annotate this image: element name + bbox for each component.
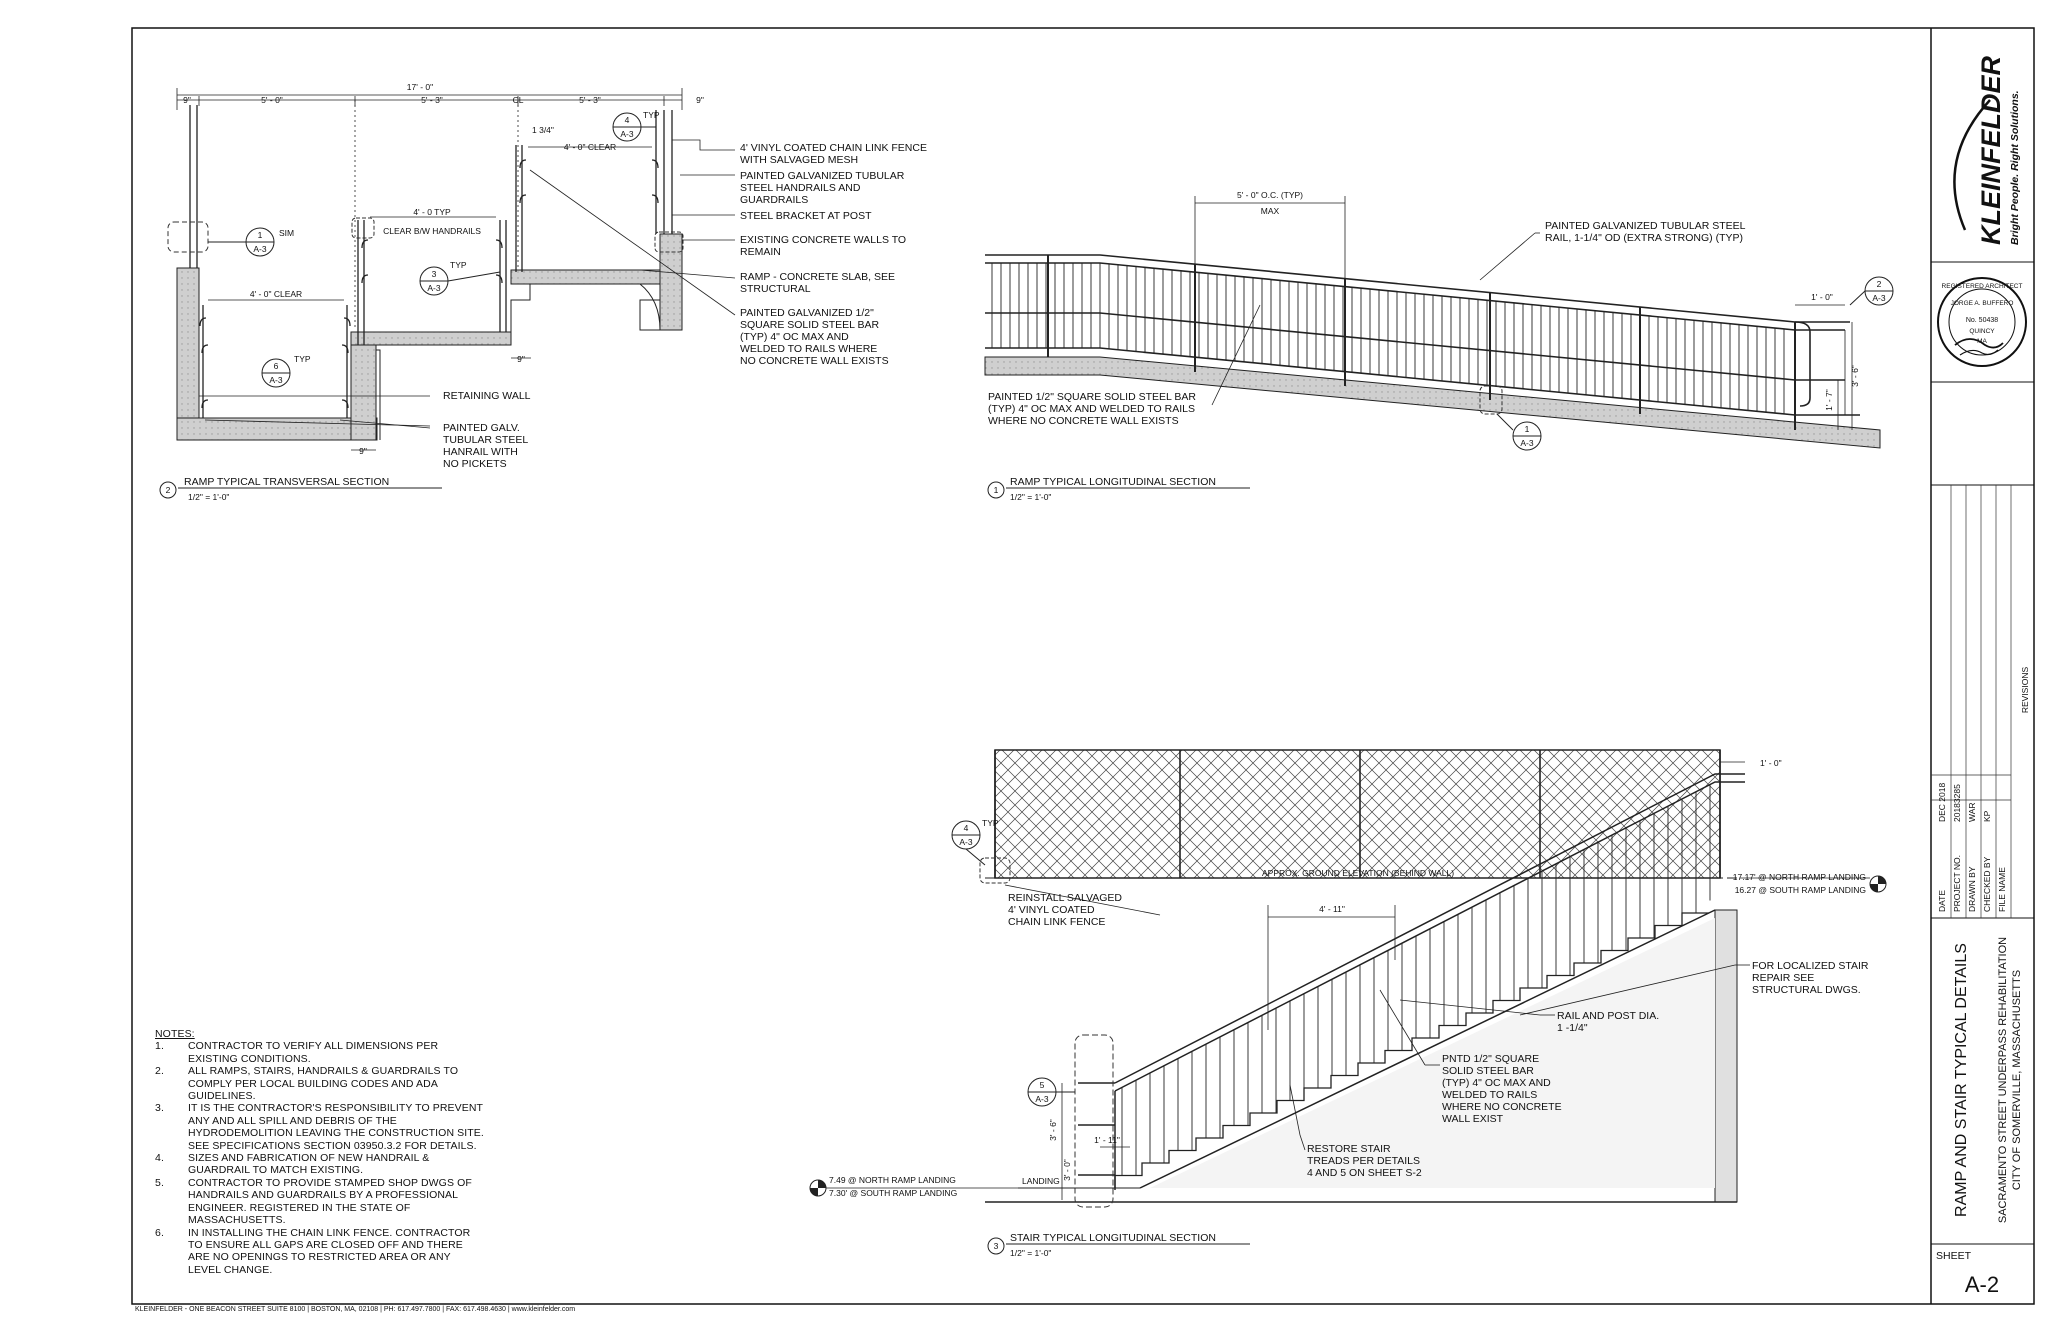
note-item (155, 1152, 485, 1177)
callout-hanrail-3: HANRAIL WITH (443, 446, 518, 458)
callout-hanrail-4: NO PICKETS (443, 458, 507, 470)
tag-1-a3-long[interactable] (1497, 414, 1541, 450)
callout-fence-1: 4' VINYL COATED CHAIN LINK FENCE (740, 142, 927, 154)
dim-1-11: 1' - 11" (1094, 1135, 1120, 1145)
svg-text:A-3: A-3 (1872, 293, 1886, 303)
svg-text:A-3: A-3 (620, 129, 634, 139)
detail-title-3 (988, 1232, 1250, 1258)
project-location: CITY OF SOMERVILLE, MASSACHUSETTS (2011, 969, 2023, 1191)
dim-stair-1-0: 1' - 0" (1760, 758, 1782, 768)
dim-clear-bw: CLEAR B/W HANDRAILS (383, 226, 481, 236)
project-name: SACRAMENTO STREET UNDERPASS REHABILITATION (1997, 936, 2009, 1224)
svg-text:16.27 @ SOUTH RAMP LANDING: 16.27 @ SOUTH RAMP LANDING (1734, 885, 1866, 895)
callout-pntd-6: WALL EXIST (1442, 1113, 1504, 1125)
dim-clear-4b: 4' - 0" CLEAR (249, 289, 303, 299)
note-number: 5. (155, 1176, 164, 1189)
tag-6-a3[interactable] (262, 354, 311, 387)
callout-long-rail-1: PAINTED GALVANIZED TUBULAR STEEL (1545, 220, 1746, 232)
svg-text:A-3: A-3 (1035, 1094, 1049, 1104)
svg-text:Bright People. Right Solutions: Bright People. Right Solutions. (2009, 90, 2021, 245)
footer-address: KLEINFELDER - ONE BEACON STREET SUITE 8100 | BOSTON, MA, 02108 | PH: 617.497.7800 | FAX: 617.498.4630 | www.kleinfelder.com (135, 1306, 576, 1313)
mid-slab (351, 332, 511, 345)
callout-bar-1: PAINTED GALVANIZED 1/2" (740, 307, 874, 319)
revisions-label: REVISIONS (2020, 666, 2030, 714)
svg-text:KLEINFELDER: KLEINFELDER (1976, 56, 2006, 245)
callout-pntd-3: (TYP) 4" OC MAX AND (1442, 1077, 1551, 1089)
elevation-top (1733, 872, 1886, 895)
tag-5-a3-stair[interactable] (1028, 1078, 1075, 1106)
svg-text:4: 4 (624, 115, 630, 125)
callout-pntd-1: PNTD 1/2" SQUARE (1442, 1053, 1540, 1065)
note-item (155, 1065, 485, 1102)
right-wall (660, 234, 682, 330)
dim-3-0: 3' - 0" (1062, 1159, 1072, 1181)
svg-text:1/2" = 1'-0": 1/2" = 1'-0" (1010, 492, 1052, 502)
callout-rail-3: GUARDRAILS (740, 194, 809, 206)
notes-heading: NOTES: (155, 1028, 195, 1040)
svg-text:QUINCY: QUINCY (1969, 328, 1995, 335)
callout-hanrail-2: TUBULAR STEEL (443, 434, 529, 446)
callout-long-bar-1: PAINTED 1/2" SQUARE SOLID STEEL BAR (988, 391, 1196, 403)
callout-pntd-5: WHERE NO CONCRETE (1442, 1101, 1562, 1113)
svg-text:TYP: TYP (294, 354, 311, 364)
dim-1-0: 1' - 0" (1811, 292, 1833, 302)
dim-5-3b: 5' - 3" (579, 95, 601, 105)
note-text: IT IS THE CONTRACTOR'S RESPONSIBILITY TO PREVENT ANY AND ALL SPILL AND DEBRIS OF THE HYDRODEMOLITION LEAVING THE CONSTRUCTION SITE. SEE SPECIFICATIONS SECTION 03950.3.2 FOR DETAILS. (188, 1102, 484, 1152)
landing-label: LANDING (1022, 1176, 1060, 1186)
tag-3-a3[interactable] (420, 260, 500, 295)
callout-slab-2: STRUCTURAL (740, 283, 811, 295)
ramp-underside (640, 284, 660, 330)
callout-restore-1: RESTORE STAIR (1307, 1143, 1391, 1155)
dim-9a: 9" (183, 95, 191, 105)
note-text: CONTRACTOR TO PROVIDE STAMPED SHOP DWGS OF HANDRAILS AND GUARDRAILS BY A PROFESSIONAL ENGINEER. REGISTERED IN THE STATE OF MASSACHUSETTS. (188, 1176, 472, 1227)
svg-text:7.49 @ NORTH RAMP LANDING: 7.49 @ NORTH RAMP LANDING (829, 1175, 956, 1185)
chain-link-fence (995, 750, 1720, 878)
dim-stair-3-6: 3' - 6" (1048, 1119, 1058, 1141)
detail-title-1 (988, 476, 1250, 502)
svg-text:3: 3 (993, 1241, 999, 1251)
callout-bar-4: WELDED TO RAILS WHERE (740, 343, 878, 355)
ramp-transversal-section (160, 82, 927, 502)
note-number: 2. (155, 1065, 164, 1078)
callout-reinstall-2: 4' VINYL COATED (1008, 904, 1095, 916)
dim-cl: CL (512, 95, 524, 105)
note-text: ALL RAMPS, STAIRS, HANDRAILS & GUARDRAILS TO COMPLY PER LOCAL BUILDING CODES AND ADA GUIDELINES. (188, 1065, 459, 1103)
project-label: PROJECT NO. (1952, 855, 1962, 912)
callout-restore-3: 4 AND 5 ON SHEET S-2 (1307, 1167, 1422, 1179)
stair-soffit (1150, 918, 1715, 1188)
callout-long-bar-2: (TYP) 4" OC MAX AND WELDED TO RAILS (988, 403, 1195, 415)
svg-text:JORGE A. BUFFERO: JORGE A. BUFFERO (1950, 300, 2014, 307)
svg-text:RAMP TYPICAL LONGITUDINAL SECT: RAMP TYPICAL LONGITUDINAL SECTION (1010, 476, 1216, 488)
dim-5-0: 5' - 0" (261, 95, 283, 105)
svg-text:TYP: TYP (450, 260, 467, 270)
drawn-label: DRAWN BY (1967, 866, 1977, 912)
date-label: DATE (1937, 889, 1947, 912)
mid-wall (351, 345, 376, 440)
note-number: 6. (155, 1226, 164, 1239)
svg-text:1: 1 (257, 230, 263, 240)
callout-bar-3: (TYP) 4" OC MAX AND (740, 331, 849, 343)
callout-raildia-1: RAIL AND POST DIA. (1557, 1010, 1660, 1022)
date-value: DEC 2018 (1937, 782, 1947, 822)
checked-value: KP (1982, 810, 1992, 822)
svg-text:RAMP TYPICAL TRANSVERSAL SECTI: RAMP TYPICAL TRANSVERSAL SECTION (184, 476, 390, 488)
dim-4-11: 4' - 11" (1319, 904, 1345, 914)
svg-text:1: 1 (993, 485, 999, 495)
left-wall (177, 268, 199, 438)
svg-text:MA: MA (1977, 338, 1987, 345)
stair-wall (1715, 910, 1737, 1202)
project-value: 20183285 (1952, 784, 1962, 822)
callout-long-bar-3: WHERE NO CONCRETE WALL EXISTS (988, 415, 1179, 427)
callout-retaining: RETAINING WALL (443, 390, 531, 402)
svg-text:3: 3 (431, 269, 437, 279)
note-item (155, 1040, 485, 1065)
callout-walls-1: EXISTING CONCRETE WALLS TO (740, 234, 907, 246)
checked-label: CHECKED BY (1982, 856, 1992, 912)
callout-raildia-2: 1 -1/4" (1557, 1022, 1588, 1034)
callout-bracket: STEEL BRACKET AT POST (740, 210, 872, 222)
callout-restore-2: TREADS PER DETAILS (1307, 1155, 1420, 1167)
callout-hanrail-1: PAINTED GALV. (443, 422, 520, 434)
sheet-number: A-2 (1964, 1272, 2000, 1297)
dim-overall: 17' - 0" (406, 82, 434, 92)
upper-slab-fill (511, 270, 671, 284)
tag-1-a3[interactable] (208, 228, 294, 256)
svg-text:A-3: A-3 (1520, 438, 1534, 448)
svg-text:SIM: SIM (279, 228, 295, 238)
tag-2-a3-long[interactable] (1850, 277, 1893, 305)
note-item (155, 1227, 485, 1277)
callout-long-rail-2: RAIL, 1-1/4" OD (EXTRA STRONG) (TYP) (1545, 232, 1744, 244)
note-number: 4. (155, 1152, 164, 1165)
architect-stamp (1938, 278, 2026, 366)
notes-list (155, 1040, 485, 1276)
svg-text:2: 2 (165, 485, 171, 495)
tag-4-a3[interactable] (613, 110, 660, 141)
stair-longitudinal-section (810, 750, 1886, 1258)
ground-label: APPROX. GROUND ELEVATION (BEHIND WALL) (1262, 868, 1455, 878)
note-number: 3. (155, 1102, 164, 1115)
elevation-bottom (810, 1175, 1018, 1198)
callout-reinstall-1: REINSTALL SALVAGED (1008, 892, 1122, 904)
callout-slab-1: RAMP - CONCRETE SLAB, SEE (740, 271, 896, 283)
callout-rail-2: STEEL HANDRAILS AND (740, 182, 861, 194)
callout-bar-2: SQUARE SOLID STEEL BAR (740, 319, 880, 331)
callout-reinstall-3: CHAIN LINK FENCE (1008, 916, 1106, 928)
svg-text:2: 2 (1876, 279, 1882, 289)
callout-walls-2: REMAIN (740, 246, 781, 258)
note-item (155, 1177, 485, 1227)
general-notes (155, 1028, 485, 1276)
svg-text:5: 5 (1039, 1080, 1045, 1090)
dim-1-7: 1' - 7" (1824, 389, 1834, 411)
note-item (155, 1102, 485, 1152)
dim-3-6: 3' - 6" (1850, 365, 1860, 387)
dim-max: MAX (1260, 206, 1280, 216)
title-block (1931, 55, 2034, 1297)
ramp-longitudinal-section (985, 190, 1893, 502)
callout-pntd-2: SOLID STEEL BAR (1442, 1065, 1534, 1077)
svg-text:4: 4 (963, 823, 969, 833)
svg-text:1: 1 (1524, 424, 1530, 434)
callout-localized-2: REPAIR SEE (1752, 972, 1815, 984)
svg-text:STAIR TYPICAL LONGITUDINAL SEC: STAIR TYPICAL LONGITUDINAL SECTION (1010, 1232, 1216, 1244)
note-text: IN INSTALLING THE CHAIN LINK FENCE. CONTRACTOR TO ENSURE ALL GAPS ARE CLOSED OFF AND THERE ARE NO OPENINGS TO RESTRICTED AREA OR ANY LEVEL CHANGE. (188, 1226, 471, 1276)
dim-9c: 9" (517, 354, 525, 364)
dim-oc: 5' - 0" O.C. (TYP) (1236, 190, 1304, 200)
svg-text:A-3: A-3 (253, 244, 267, 254)
callout-pntd-4: WELDED TO RAILS (1442, 1089, 1538, 1101)
dim-typ-4: 4' - 0 TYP (413, 207, 451, 217)
note-text: SIZES AND FABRICATION OF NEW HANDRAIL & GUARDRAIL TO MATCH EXISTING. (188, 1152, 430, 1177)
sheet-label: SHEET (1936, 1250, 1972, 1262)
svg-text:TYP: TYP (643, 110, 660, 120)
svg-text:A-3: A-3 (427, 283, 441, 293)
svg-text:REGISTERED ARCHITECT: REGISTERED ARCHITECT (1941, 283, 2023, 290)
callout-localized-1: FOR LOCALIZED STAIR (1752, 960, 1869, 972)
svg-text:17.17' @ NORTH RAMP LANDING: 17.17' @ NORTH RAMP LANDING (1732, 872, 1866, 882)
svg-text:6: 6 (273, 361, 279, 371)
dim-5-3a: 5' - 3" (421, 95, 443, 105)
callout-localized-3: STRUCTURAL DWGS. (1752, 984, 1861, 996)
dim-9d: 9" (359, 446, 367, 456)
note-text: CONTRACTOR TO VERIFY ALL DIMENSIONS PER EXISTING CONDITIONS. (188, 1040, 439, 1065)
dim-clear-4: 4' - 0" CLEAR (563, 142, 617, 152)
sheet-title: RAMP AND STAIR TYPICAL DETAILS (1953, 943, 1970, 1217)
svg-text:7.30' @ SOUTH RAMP LANDING: 7.30' @ SOUTH RAMP LANDING (829, 1188, 958, 1198)
svg-text:TYP: TYP (982, 818, 999, 828)
svg-text:1/2" = 1'-0": 1/2" = 1'-0" (1010, 1248, 1052, 1258)
dim-9b: 9" (696, 95, 704, 105)
detail-title-2 (160, 476, 442, 502)
callout-bar-5: NO CONCRETE WALL EXISTS (740, 355, 889, 367)
dim-1-3-4: 1 3/4" (532, 125, 554, 135)
drawn-value: WAR (1967, 802, 1977, 822)
note-number: 1. (155, 1040, 164, 1053)
callout-rail-1: PAINTED GALVANIZED TUBULAR (740, 170, 905, 182)
retaining-wall (177, 418, 377, 440)
kleinfelder-logo (1954, 55, 2021, 245)
svg-text:A-3: A-3 (959, 837, 973, 847)
file-label: FILE NAME (1997, 867, 2007, 912)
svg-text:No. 50438: No. 50438 (1965, 317, 1999, 324)
svg-text:1/2" = 1'-0": 1/2" = 1'-0" (188, 492, 230, 502)
svg-text:A-3: A-3 (269, 375, 283, 385)
callout-fence-2: WITH SALVAGED MESH (740, 154, 859, 166)
